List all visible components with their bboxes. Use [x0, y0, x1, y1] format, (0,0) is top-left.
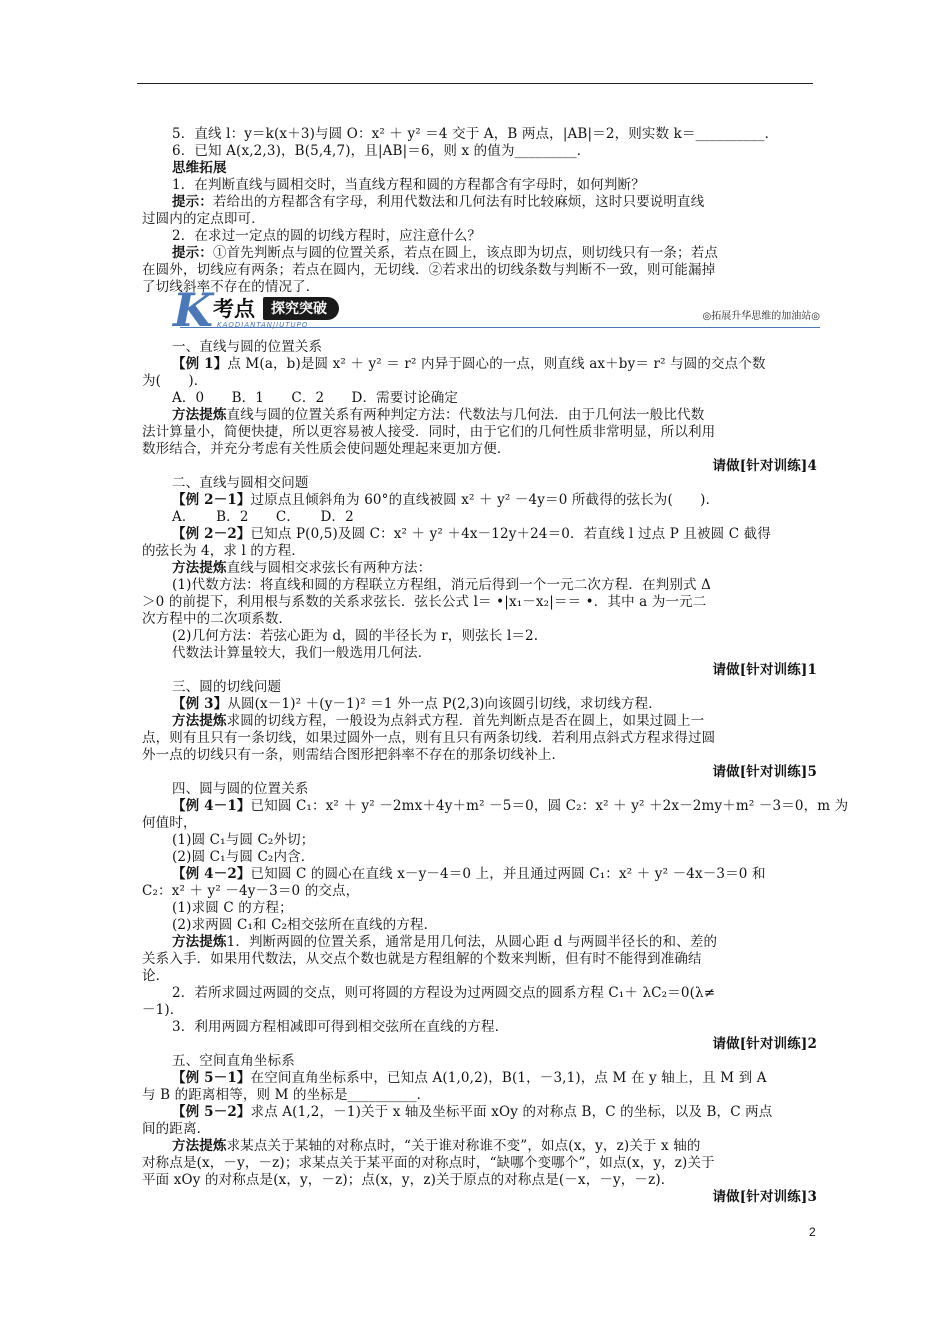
example-5-2 [172, 1104, 818, 1121]
method-2-algebra: (1)代数方法：将直线和圆的方程联立方程组，消元后得到一个一元二次方程．在判别式 Δ [172, 577, 711, 593]
example-3 [172, 696, 818, 713]
method-label: 方法提炼 [172, 1138, 227, 1154]
siwei-answer-2-cont: 了切线斜率不存在的情况了． [142, 279, 320, 295]
section-title-1: 一、直线与圆的位置关系 [172, 339, 323, 355]
method-4-point-2: 2．若所求圆过两圆的交点，则可将圆的方程设为过两圆交点的圆系方程 C₁＋ λC₂＝0(λ≠ [172, 985, 716, 1001]
method-2-note: 代数法计算量较大，我们一般选用几何法． [172, 645, 432, 661]
method-label: 方法提炼 [172, 934, 227, 950]
example-1-cont: 为( )． [142, 373, 208, 389]
example-4-2-cont: C₂：x² ＋ y² －4y－3＝0 的交点， [142, 883, 360, 899]
example-4-1-q2: (2)圆 C₁与圆 C₂内含． [172, 849, 315, 865]
banner-slogan: ◎拓展升华思维的加油站◎ [702, 311, 820, 322]
problem-6: 6．已知 A(x,2,3)，B(5,4,7)，且|AB|＝6，则 x 的值为_________． [172, 143, 591, 159]
siwei-question-2: 2．在求过一定点的圆的切线方程时，应注意什么？ [172, 228, 482, 244]
please-do-5: 请做[针对训练]3 [712, 1189, 817, 1205]
method-label: 方法提炼 [172, 560, 227, 576]
example-5-2-cont: 间的距离． [142, 1121, 211, 1137]
method-text: 求某点关于某轴的对称点时，“关于谁对称谁不变”，如点(x，y，z)关于 x 轴的 [226, 1138, 701, 1154]
banner-title: 考点 [213, 297, 255, 321]
method-5-cont: 对称点是(x，－y，－z)；求某点关于某平面的对称点时，“缺哪个变哪个”，如点(x，y，z)关于 [142, 1155, 715, 1171]
please-do-1: 请做[针对训练]4 [712, 458, 817, 474]
example-text: 求点 A(1,2，－1)关于 x 轴及坐标平面 xOy 的对称点 B，C 的坐标，以及 B，C 两点 [250, 1104, 773, 1120]
example-label: 【例 3】 [172, 696, 228, 712]
method-2-algebra-cont: 次方程中的二次项系数． [142, 611, 293, 627]
siwei-answer-2-cont: 在圆外，切线应有两条；若点在圆内，无切线．②若求出的切线条数与判断不一致，则可能漏掉 [142, 262, 716, 278]
siwei-answer-1-cont: 过圆内的定点即可． [142, 211, 265, 227]
please-do-4: 请做[针对训练]2 [712, 1036, 817, 1052]
method-2-algebra-cont: ＞0 的前提下，利用根与系数的关系求弦长．弦长公式 l＝ •|x₁－x₂|＝＝ •．其中 a 为一元二 [142, 594, 707, 610]
method-text: 直线与圆的位置关系有两种判定方法：代数法与几何法．由于几何法一般比代数 [226, 407, 705, 423]
method-3-cont: 外一点的切线只有一条，则需结合图形把斜率不存在的那条切线补上． [142, 747, 566, 763]
method-3 [172, 713, 818, 730]
example-label: 【例 2－2】 [172, 526, 251, 542]
example-label: 【例 4－2】 [172, 866, 251, 882]
method-1 [172, 407, 818, 424]
example-text: 在空间直角坐标系中，已知点 A(1,0,2)，B(1，－3,1)，点 M 在 y 轴上，且 M 到 A [250, 1070, 767, 1086]
example-label: 【例 1】 [172, 356, 228, 372]
example-4-1-q1: (1)圆 C₁与圆 C₂外切； [172, 832, 315, 848]
method-4-point-2-cont: －1)． [142, 1002, 184, 1018]
header-rule [137, 83, 813, 84]
method-1-cont: 法计算量小，简便快捷，所以更容易被人接受．同时，由于它们的几何性质非常明显，所以利用 [142, 424, 716, 440]
example-4-1-cont: 何值时， [142, 815, 197, 831]
section-title-4: 四、圆与圆的位置关系 [172, 781, 309, 797]
banner-pill: 探究突破 [263, 297, 339, 320]
hint-label: 提示： [172, 194, 213, 210]
siwei-answer-2 [172, 245, 818, 262]
hint-label: 提示： [172, 245, 213, 261]
section-title-5: 五、空间直角坐标系 [172, 1053, 295, 1069]
example-text: 点 M(a，b)是圆 x² ＋ y² ＝ r² 内异于圆心的一点，则直线 ax＋by＝ r² 与圆的交点个数 [227, 356, 766, 372]
method-text: 1．判断两圆的位置关系，通常是用几何法，从圆心距 d 与两圆半径长的和、差的 [226, 934, 718, 950]
section-heading-siwei: 思维拓展 [172, 160, 227, 176]
please-do-2: 请做[针对训练]1 [712, 662, 817, 678]
example-4-1 [172, 798, 849, 815]
example-4-2-q2: (2)求两圆 C₁和 C₂相交弦所在直线的方程． [172, 917, 438, 933]
example-text: 已知圆 C₁：x² ＋ y² －2mx＋4y＋m² －5＝0，圆 C₂：x² ＋ y² ＋2x－2my＋m² －3＝0，m 为 [250, 798, 849, 814]
section-title-3: 三、圆的切线问题 [172, 679, 282, 695]
problem-5: 5．直线 l：y＝k(x＋3)与圆 O：x² ＋ y² ＝4 交于 A，B 两点，|AB|＝2，则实数 k＝__________． [172, 126, 779, 142]
example-text: 过原点且倾斜角为 60°的直线被圆 x² ＋ y² －4y＝0 所截得的弦长为( )． [250, 492, 720, 508]
method-5 [172, 1138, 818, 1155]
method-2-geometry: (2)几何方法：若弦心距为 d，圆的半径长为 r，则弦长 l＝2. [172, 628, 539, 644]
method-label: 方法提炼 [172, 713, 227, 729]
example-label: 【例 5－1】 [172, 1070, 251, 1086]
example-2-2-cont: 的弦长为 4，求 l 的方程． [142, 543, 306, 559]
method-3-cont: 点，则有且只有一条切线，如果过圆外一点，则有且只有两条切线．若利用点斜式方程求得过圆 [142, 730, 716, 746]
example-label: 【例 5－2】 [172, 1104, 251, 1120]
example-text: 从圆(x－1)² ＋(y－1)² ＝1 外一点 P(2,3)向该圆引切线，求切线方程． [227, 696, 662, 712]
siwei-question-1: 1．在判断直线与圆相交时，当直线方程和圆的方程都含有字母时，如何判断？ [172, 177, 645, 193]
example-1 [172, 356, 818, 373]
example-2-1 [172, 492, 818, 509]
example-text: 已知点 P(0,5)及圆 C：x² ＋ y² ＋4x－12y＋24＝0．若直线 l 过点 P 且被圆 C 截得 [250, 526, 771, 542]
method-5-cont: 平面 xOy 的对称点是(x，y，－z)；点(x，y，z)关于原点的对称点是(－x，－y，－z)． [142, 1172, 675, 1188]
method-4-cont: 关系入手．如果用代数法，从交点个数也就是方程组解的个数来判断，但有时不能得到准确结 [142, 951, 702, 967]
example-1-options: A．0 B．1 C．2 D．需要讨论确定 [172, 390, 459, 406]
example-5-1 [172, 1070, 818, 1087]
example-2-1-options: A． B．2 C． D．2 [172, 509, 354, 525]
method-1-cont: 数形结合，并充分考虑有关性质会使问题处理起来更加方便． [142, 441, 511, 457]
banner-pinyin: KAODIANTANJIUTUPO [217, 321, 309, 329]
example-text: 已知圆 C 的圆心在直线 x－y－4＝0 上，并且通过两圆 C₁：x² ＋ y² －4x－3＝0 和 [250, 866, 766, 882]
method-2 [172, 560, 818, 577]
method-text: 求圆的切线方程，一般设为点斜式方程．首先判断点是否在圆上，如果过圆上一 [226, 713, 705, 729]
method-4-point-3: 3．利用两圆方程相减即可得到相交弦所在直线的方程． [172, 1019, 509, 1035]
siwei-answer-1 [172, 194, 818, 211]
page-number: 2 [809, 1225, 816, 1239]
example-5-1-cont: 与 B 的距离相等，则 M 的坐标是__________． [142, 1087, 431, 1103]
banner-k-logo: K [173, 283, 213, 337]
method-text: 直线与圆相交求弦长有两种方法： [226, 560, 432, 576]
section-title-2: 二、直线与圆相交问题 [172, 475, 309, 491]
example-label: 【例 2－1】 [172, 492, 251, 508]
example-4-2 [172, 866, 818, 883]
example-label: 【例 4－1】 [172, 798, 251, 814]
method-label: 方法提炼 [172, 407, 227, 423]
hint-text: 若给出的方程都含有字母，利用代数法和几何法有时比较麻烦，这时只要说明直线 [212, 194, 705, 210]
hint-text: ①首先判断点与圆的位置关系，若点在圆上，该点即为切点，则切线只有一条；若点 [212, 245, 719, 261]
example-2-2 [172, 526, 818, 543]
method-4-cont: 论． [142, 968, 170, 984]
please-do-3: 请做[针对训练]5 [712, 764, 817, 780]
method-4 [172, 934, 818, 951]
example-4-2-q1: (1)求圆 C 的方程； [172, 900, 293, 916]
